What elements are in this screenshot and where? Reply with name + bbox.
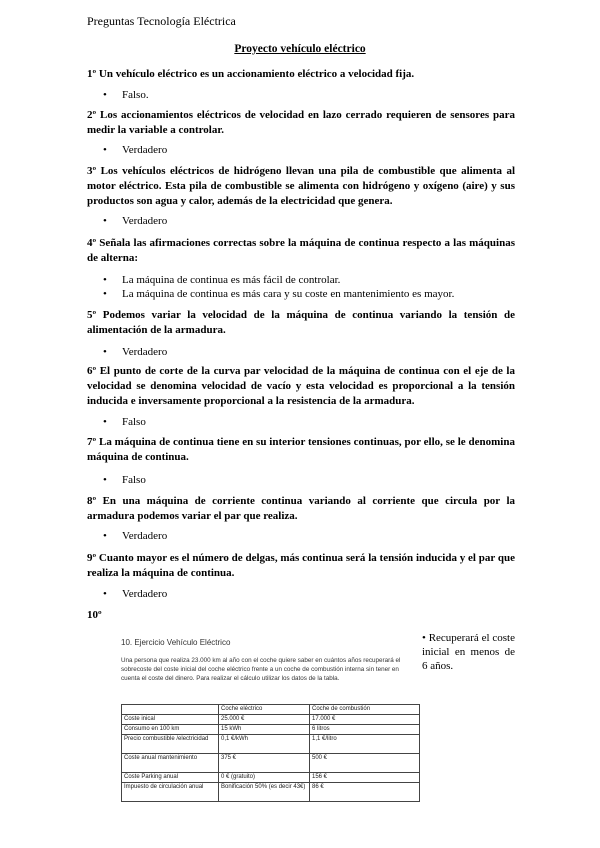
answer-4b: • La máquina de continua es más cara y su coste en mantenimiento es mayor.	[104, 287, 454, 301]
table-cell: 15 kWh	[219, 725, 310, 735]
table-row	[122, 735, 420, 754]
table-cell: 0 € (gratuito)	[219, 773, 310, 783]
answer-1: • Falso.	[104, 88, 149, 102]
question-9: 9º Cuanto mayor es el número de delgas, más continua será la tensión inducida y el par que realiza la máquina de continua.	[87, 552, 515, 579]
exercise-title: 10. Ejercicio Vehículo Eléctrico	[121, 638, 231, 647]
table-header-row	[122, 705, 420, 715]
table-row	[122, 783, 420, 802]
question-2: 2º Los accionamientos eléctricos de velocidad en lazo cerrado requieren de sensores para medir la variable a controlar.	[87, 109, 515, 136]
answer-2: • Verdadero	[104, 143, 167, 157]
table-cell: 0,1 €/kWh	[219, 735, 310, 754]
table-cell: Precio combustible /electricidad	[122, 735, 219, 754]
side-answer: • Recuperará el coste inicial en menos de 6 años.	[422, 631, 515, 673]
answer-7: • Falso	[104, 473, 146, 487]
table-cell: Coche de combustión	[310, 705, 420, 715]
table-cell: 1,1 €/litro	[310, 735, 420, 754]
table-cell: 17.000 €	[310, 715, 420, 725]
page-header: Preguntas Tecnología Eléctrica	[87, 14, 236, 28]
table-row	[122, 754, 420, 773]
question-1: 1º Un vehículo eléctrico es un accionamiento eléctrico a velocidad fija.	[87, 68, 415, 80]
question-10: 10º	[87, 609, 102, 621]
answer-5: • Verdadero	[104, 345, 167, 359]
table-cell: 500 €	[310, 754, 420, 773]
table-cell: Coche eléctrico	[219, 705, 310, 715]
question-5: 5º Podemos variar la velocidad de la máquina de continua variando la tensión de alimentación de la armadura.	[87, 309, 515, 336]
table-cell	[122, 705, 219, 715]
table-cell: Coste inical	[122, 715, 219, 725]
exercise-image	[118, 632, 420, 824]
question-8: 8º En una máquina de corriente continua variando al corriente que circula por la armadura podemos variar el par que realiza.	[87, 495, 515, 522]
exercise-text: Una persona que realiza 23.000 km al año con el coche quiere saber en cuántos años recuperará el sobrecoste del coste inicial del coche eléctrico frente a un coche de combustión interna sin tener en cuenta el coste del dinero. Para realizar el cálculo utilizar los datos de la tabla.	[121, 657, 401, 682]
table-cell: Impuesto de circulación anual	[122, 783, 219, 802]
answer-8: • Verdadero	[104, 529, 167, 543]
table-cell: 375 €	[219, 754, 310, 773]
question-6: 6º El punto de corte de la curva par velocidad de la máquina de continua con el eje de la velocidad se denomina velocidad de vacío y esta velocidad es proporcional a la tensión inducida e inversamente proporcional a la resistencia de la armadura.	[87, 365, 515, 407]
table-cell: 25.000 €	[219, 715, 310, 725]
question-3: 3º Los vehículos eléctricos de hidrógeno llevan una pila de combustible que alimenta al motor eléctrico. Esta pila de combustible se alimenta con hidrógeno y oxígeno (aire) y sus productos son agua y calor, además de la electricidad que genera.	[87, 165, 515, 207]
table-cell: Coste Parking anual	[122, 773, 219, 783]
question-4: 4º Señala las afirmaciones correctas sobre la máquina de continua respecto a las máquinas de alterna:	[87, 237, 515, 264]
exercise-table	[121, 704, 420, 802]
answer-4a: • La máquina de continua es más fácil de controlar.	[104, 273, 340, 287]
question-7: 7º La máquina de continua tiene en su interior tensiones continuas, por ello, se le denomina máquina de continua.	[87, 436, 515, 463]
table-cell: Bonificación 50% (es decir 43€)	[219, 783, 310, 802]
answer-6: • Falso	[104, 415, 146, 429]
table-cell: 6 litros	[310, 725, 420, 735]
table-row	[122, 773, 420, 783]
table-cell: 156 €	[310, 773, 420, 783]
answer-9: • Verdadero	[104, 587, 167, 601]
page-title: Proyecto vehículo eléctrico	[234, 43, 366, 55]
answer-3: • Verdadero	[104, 214, 167, 228]
table-cell: Consumo en 100 km	[122, 725, 219, 735]
table-cell: 86 €	[310, 783, 420, 802]
table-cell: Coste anual mantenimiento	[122, 754, 219, 773]
table-row	[122, 725, 420, 735]
table-row	[122, 715, 420, 725]
